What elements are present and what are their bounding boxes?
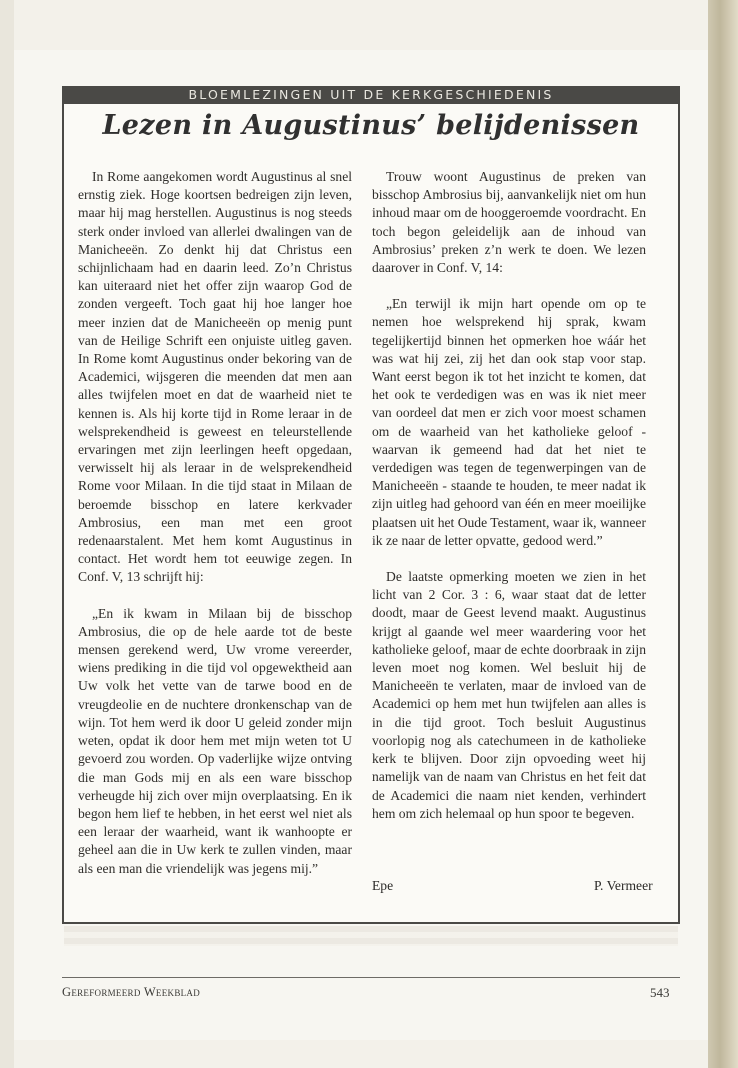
bleed-through-text <box>64 926 678 946</box>
signature-place: Epe <box>372 878 394 893</box>
paragraph: In Rome aangekomen wordt Augustinus al snel ernstig ziek. Hoge koortsen bedreigen zijn leven, maar hij mag herstellen. Augustinus is nog steeds sterk onder invloed van allerlei dwalingen van de Manicheeën. Zo denkt hij dat Christus een schijnlichaam had en daarin leed. Zo’n Christus kan uiteraard niet het offer zijn waarop God de zonden vergeeft. Toch gaat hij hoe langer hoe meer inzien dat de Manicheeën op menig punt van de Heilige Schrift een onjuiste uitleg gaven. In Rome komt Augustinus onder bekoring van de Academici, wijsgeren die meenden dat men aan alles twijfelen moet en dat de waarheid niet te kennen is. Als hij korte tijd in Rome leraar in de welsprekendheid is geweest en teleurstellende ervaringen met zijn leerlingen heeft opgedaan, verwisselt hij als leraar in de welsprekendheid Rome voor Milaan. In die tijd staat in Milaan de beroemde bisschop en latere kerkvader Ambrosius, een man met een groot redenaarstalent. Met hem komt Augustinus in contact. Het wordt hem tot eeuwige zegen. In Conf. V, 13 schrijft hij: <box>78 169 352 585</box>
page-number: 543 <box>650 985 670 1000</box>
quotation: „En terwijl ik mijn hart opende om op te nemen hoe welsprekend hij sprak, kwam tegelijkertijd binnen het opmerken hoe wáár het was wat hij zei, zij het dan ook stap voor stap. Want eerst begon ik tot het inzicht te komen, dat het ook te verdedigen was en was ik niet meer van oordeel dat men er zich voor moest schamen om de waarheid van het katholieke geloof - waarvan ik gemeend had dat het niet te verdedigen was tegen de tegenwerpingen van de Manicheeën - staande te houden, te meer nadat ik zijn uitleg had gehoord van één en meer moeilijke plaatsen uit het Oude Testament, waar ik, wanneer ik ze naar de letter opvatte, gedood werd.” <box>372 296 646 548</box>
paragraph: Trouw woont Augustinus de preken van bisschop Ambrosius bij, aanvankelijk niet om hun inhoud maar om de hooggeroemde voordracht. En toch begon geleidelijk aan de inhoud van Ambrosius’ preken z’n werk te doen. We lezen daarover in Conf. V, 14: <box>372 169 646 276</box>
left-column <box>78 168 352 878</box>
right-column <box>372 168 646 823</box>
paragraph: De laatste opmerking moeten we zien in het licht van 2 Cor. 3 : 6, waar staat dat de letter doodt, maar de Geest levend maakt. Augustinus krijgt al gaande wel meer waardering voor het katholieke geloof, maar de echte doorbraak in zijn leven moet nog komen. Wel besluit hij de Manicheeën te verlaten, maar de invloed van de Academici op hem met hun twijfelen aan alles is in die tijd groot. Toch besluit Augustinus voorlopig nog als catechumeen in de katholieke kerk te blijven. Door zijn opvoeding weet hij namelijk van de naam van Christus en het feit dat de Academici die naam niet kenden, verhindert hem om zich helemaal op hun spoor te begeven. <box>372 569 646 821</box>
section-label: BLOEMLEZINGEN UIT DE KERKGESCHIEDENIS <box>188 87 554 102</box>
footer-rule <box>62 977 680 978</box>
publication-name: Gereformeerd Weekblad <box>62 985 201 999</box>
page-edge-right <box>708 0 738 1068</box>
quotation: „En ik kwam in Milaan bij de bisschop Ambrosius, die op de hele aarde tot de beste mensen gerekend werd, Uw vrome vereerder, wiens prediking in die tijd vol opgewektheid aan Uw volk het vette van de tarwe bood en de vreugdeolie en de nuchtere dronkenschap van de wijn. Tot hem werd ik door U geleid zonder mijn weten, opdat ik door hem met mijn weten tot U gevoerd zou worden. Op vaderlijke wijze ontving die man Gods mij en als een ware bisschop verheugde hij zich over mijn overplaatsing. En ik begon hem lief te hebben, in het eerst wel niet als een leraar der waarheid, want ik wanhoopte er geheel aan die in Uw kerk te zullen vinden, maar als een man die vriendelijk was jegens mij.” <box>78 605 352 876</box>
section-banner <box>62 86 680 104</box>
signature-author: P. Vermeer <box>594 878 653 893</box>
article-title: Lezen in Augustinus’ belijdenissen <box>102 110 640 141</box>
page-edge-left <box>0 0 14 1068</box>
